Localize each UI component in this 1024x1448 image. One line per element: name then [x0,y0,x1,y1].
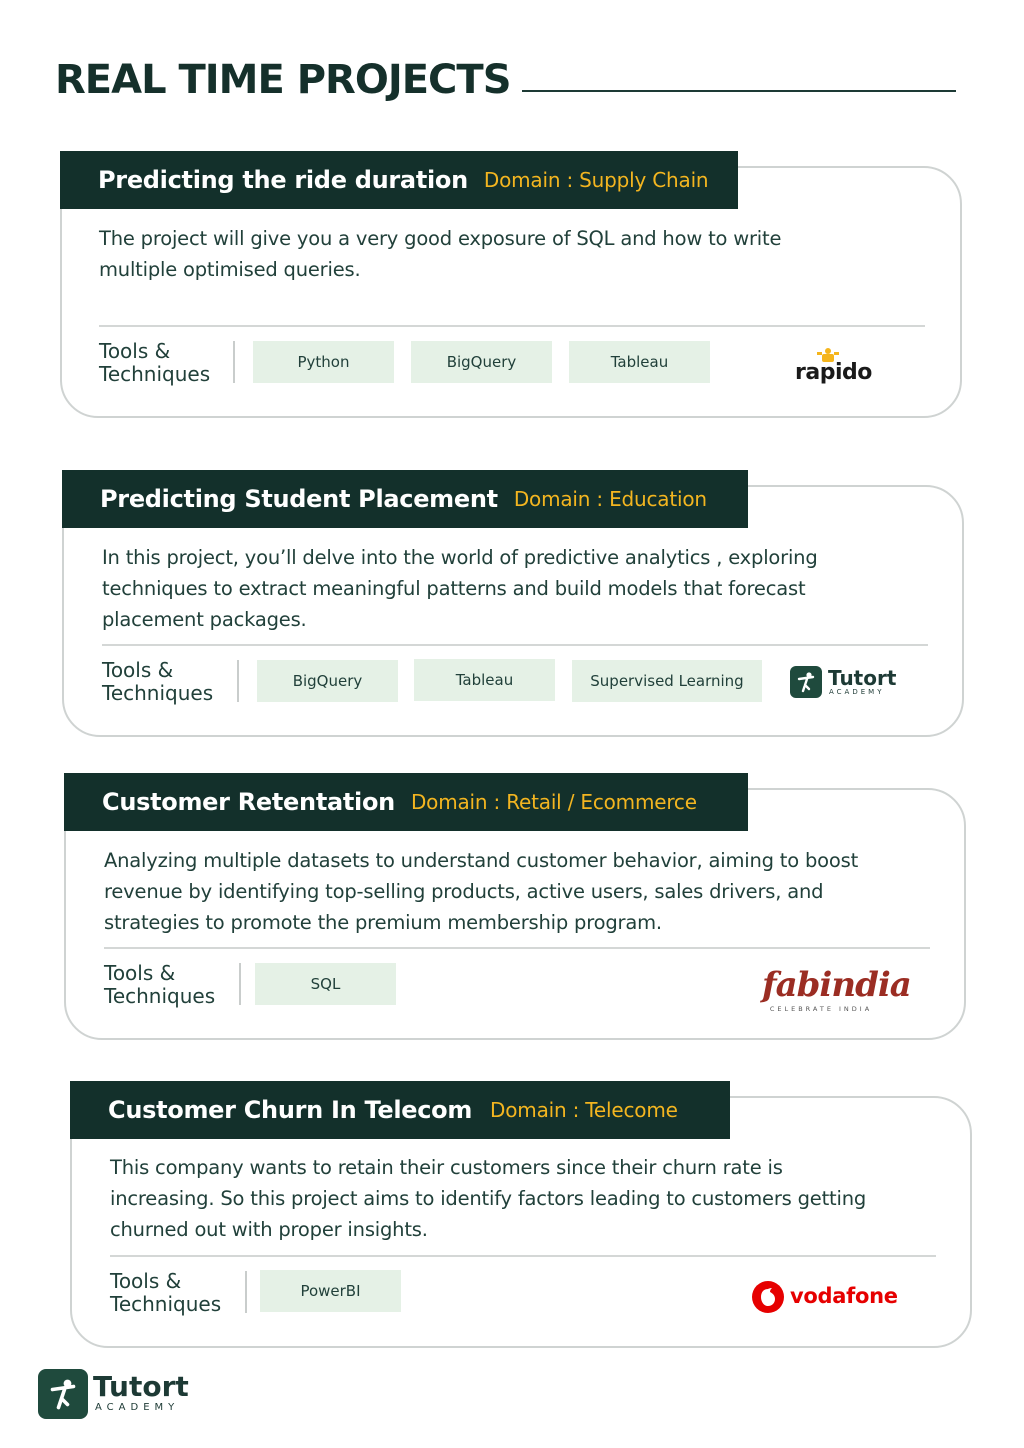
project-description: Analyzing multiple datasets to understand customer behavior, aiming to boost revenue by identifying top-selling products, active users, sales drivers, and strategies to promote the premium membership program. [104,849,859,934]
tool-chip-tableau: Tableau [414,659,555,701]
tutort-academy-logo [790,666,900,700]
card-divider [102,644,928,646]
fabindia-subtext: CELEBRATE INDIA [769,1005,873,1013]
project-description: The project will give you a very good exposure of SQL and how to write multiple optimised queries. [99,227,782,281]
tool-chip-python: Python [253,341,394,383]
card-header [70,1081,730,1139]
fabindia-wordmark: fabindia [762,965,911,1005]
tools-divider [245,1271,247,1313]
card-divider [99,325,925,327]
tools-label: Tools & Techniques [104,961,216,1008]
card-header [60,151,738,209]
tools-divider [237,660,239,702]
footer-tutort-logo [38,1369,198,1421]
card-divider [104,947,930,949]
project-description: In this project, you’ll delve into the world of predictive analytics , exploring techniques to extract meaningful patterns and build models that forecast placement packages. [102,546,818,631]
tool-chip-supervised-learning: Supervised Learning [572,660,762,702]
tool-chip-sql: SQL [255,963,396,1005]
tools-divider [233,341,235,383]
tutort-wordmark: Tutort [828,666,897,690]
project-title: Customer Retentation [102,788,395,816]
tool-chip-tableau: Tableau [569,341,710,383]
rapido-wordmark: rapido [795,360,872,385]
title-rule [522,90,956,92]
vodafone-wordmark: vodafone [790,1284,898,1308]
tool-chip-bigquery: BigQuery [411,341,552,383]
tools-label: Tools & Techniques [110,1269,222,1316]
project-domain: Domain : Supply Chain [483,168,709,192]
tutort-subtext: ACADEMY [829,688,885,696]
vodafone-logo [751,1280,898,1314]
footer-brand-wordmark: Tutort [93,1370,189,1403]
tool-chip-powerbi: PowerBI [260,1270,401,1312]
footer-brand-subtext: ACADEMY [95,1402,180,1413]
project-domain: Domain : Education [513,487,707,511]
page-title: REAL TIME PROJECTS [55,57,511,103]
card-header [62,470,748,528]
card-header [64,773,748,831]
project-title: Predicting Student Placement [100,485,498,513]
tools-divider [239,963,241,1005]
rapido-logo [792,346,872,390]
project-title: Customer Churn In Telecom [108,1096,473,1124]
project-domain: Domain : Retail / Ecommerce [410,790,697,814]
project-domain: Domain : Telecome [490,1098,678,1122]
tutort-figure-icon [38,1369,88,1419]
tool-chip-bigquery: BigQuery [257,660,398,702]
vodafone-speechmark-icon [751,1280,785,1314]
tools-label: Tools & Techniques [102,658,214,705]
project-title: Predicting the ride duration [98,166,468,194]
tools-label: Tools & Techniques [99,339,211,386]
card-divider [110,1255,936,1257]
tutort-figure-icon [790,666,822,698]
fabindia-logo [762,965,911,1014]
project-description: This company wants to retain their customers since their churn rate is increasing. So this project aims to identify factors leading to customers getting churned out with proper insights. [110,1156,867,1241]
